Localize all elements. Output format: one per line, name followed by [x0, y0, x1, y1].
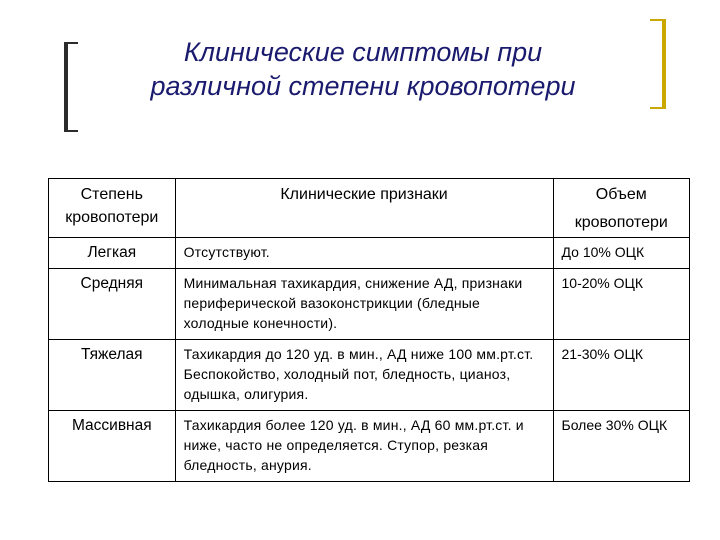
table-row — [49, 411, 690, 482]
cell-degree: Средняя — [49, 269, 176, 340]
table-row — [49, 269, 690, 340]
table-header-row — [49, 179, 690, 238]
decorative-bracket-left — [64, 42, 78, 132]
cell-signs: Тахикардия до 120 уд. в мин., АД ниже 100 мм.рт.ст. Беспокойство, холодный пот, бледность, цианоз, одышка, олигурия. — [175, 340, 553, 411]
header-volume: Объем кровопотери — [553, 179, 690, 238]
cell-volume: Более 30% ОЦК — [553, 411, 690, 482]
slide-title — [95, 36, 631, 104]
cell-signs: Тахикардия более 120 уд. в мин., АД 60 мм.рт.ст. и ниже, часто не определяется. Ступор, резкая бледность, анурия. — [175, 411, 553, 482]
cell-degree: Массивная — [49, 411, 176, 482]
cell-volume: 21-30% ОЦК — [553, 340, 690, 411]
header-signs: Клинические признаки — [175, 179, 553, 238]
cell-volume: До 10% ОЦК — [553, 238, 690, 269]
table-row — [49, 238, 690, 269]
cell-degree: Тяжелая — [49, 340, 176, 411]
cell-signs: Отсутствуют. — [175, 238, 553, 269]
table-row — [49, 340, 690, 411]
header-degree: Степень кровопотери — [49, 179, 176, 238]
cell-signs: Минимальная тахикардия, снижение АД, признаки периферической вазоконстрикции (бледные холодные конечности). — [175, 269, 553, 340]
cell-degree: Легкая — [49, 238, 176, 269]
cell-volume: 10-20% ОЦК — [553, 269, 690, 340]
slide-title-line-1: Клинические симптомы при — [183, 37, 543, 67]
slide-title-line-2: различной степени кровопотери — [150, 70, 576, 101]
decorative-bracket-right — [650, 19, 666, 109]
blood-loss-table — [48, 178, 690, 482]
